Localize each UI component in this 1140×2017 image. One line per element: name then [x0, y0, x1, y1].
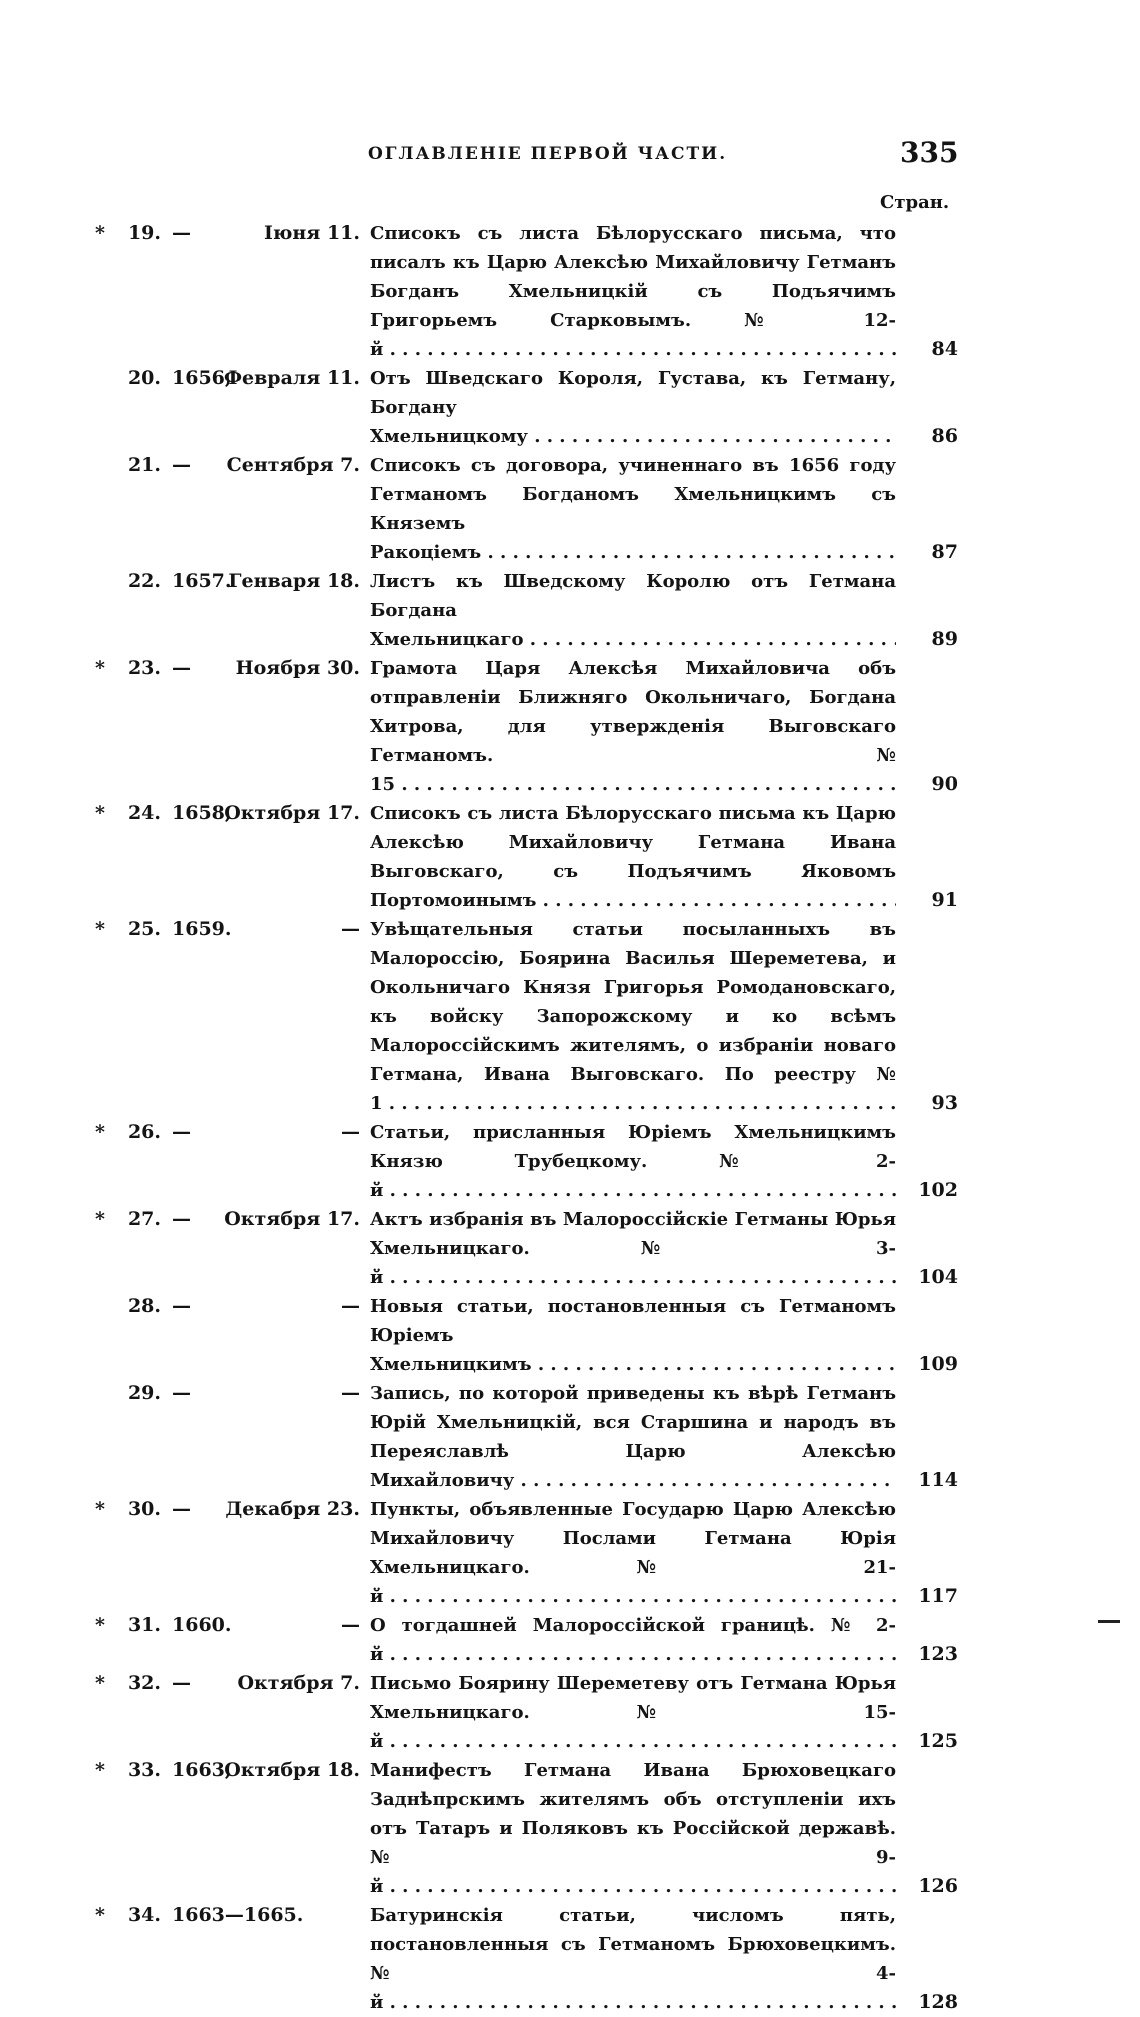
entry-description: Увѣщательныя статьи посыланныхъ въ Малороссію, Боярина Василья Шереметева, и Окольничаго Князя Григорья Ромодановскаго, къ войску Запорожскому и ко всѣмъ Малороссійскимъ жителямъ, о избраніи новаго Гетмана, Ивана Выговскаго. По реестру № 1 . . . — [370, 919, 896, 1114]
entry-description: О тогдашней Малороссійской границѣ. № 2-й . . . — [370, 1615, 896, 1665]
toc-entry — [0, 1756, 1140, 1901]
toc-entry — [0, 1205, 1140, 1292]
entry-number: 28. — [127, 1295, 161, 1317]
entry-number: 21. — [127, 454, 161, 476]
entry-page: 93 — [904, 1089, 958, 1118]
entry-year: — — [172, 1295, 191, 1317]
entry-mark: * — [95, 802, 105, 824]
entry-year: 1660. — [172, 1614, 232, 1636]
entry-number: 29. — [127, 1382, 161, 1404]
entry-date: Сентября 7. — [226, 454, 360, 476]
entry-year: 1663, — [172, 1759, 232, 1781]
page-number: 335 — [900, 136, 959, 169]
entry-date: Октября 17. — [224, 802, 360, 824]
entry-year: — — [172, 1208, 191, 1230]
entry-date: Октября 18. — [224, 1759, 360, 1781]
toc-entry — [0, 1495, 1140, 1611]
entry-number: 30. — [127, 1498, 161, 1520]
page-corner-mark — [1098, 1620, 1120, 1623]
entry-year: — — [172, 1121, 191, 1143]
entry-page: 123 — [904, 1640, 958, 1669]
entry-mark: * — [95, 1498, 105, 1520]
entry-mark: * — [95, 1121, 105, 1143]
entry-year: — — [172, 1498, 191, 1520]
entry-page: 102 — [904, 1176, 958, 1205]
entry-page: 117 — [904, 1582, 958, 1611]
entry-description: Грамота Царя Алексѣя Михайловича объ отправленіи Ближняго Окольничаго, Богдана Хитрова, для утвержденія Выговскаго Гетманомъ. № 15 . . . — [370, 658, 896, 795]
entry-number: 20. — [127, 367, 161, 389]
entry-mark: * — [95, 918, 105, 940]
toc-entry — [0, 451, 1140, 567]
toc-entry — [0, 654, 1140, 799]
entry-number: 24. — [127, 802, 161, 824]
entry-mark: * — [95, 1672, 105, 1694]
toc-entry — [0, 1669, 1140, 1756]
entry-description: Актъ избранія въ Малороссійскіе Гетманы Юрья Хмельницкаго. № 3-й . . . — [370, 1209, 896, 1288]
entry-description: Письмо Боярину Шереметеву отъ Гетмана Юрья Хмельницкаго. № 15-й . . . — [370, 1673, 896, 1752]
toc-entry — [0, 1379, 1140, 1495]
toc-entry — [0, 915, 1140, 1118]
entry-year: 1658, — [172, 802, 232, 824]
entry-description: Пункты, объявленные Государю Царю Алексѣю Михайловичу Послами Гетмана Юрія Хмельницкаго. № 21-й . . . — [370, 1499, 896, 1607]
entry-page: 109 — [904, 1350, 958, 1379]
entry-date: Декабря 23. — [225, 1498, 360, 1520]
entry-date: — — [341, 918, 360, 940]
entry-description: Батуринскія статьи, числомъ пять, постановленныя съ Гетманомъ Брюховецкимъ. № 4-й . . . — [370, 1905, 896, 2013]
entry-description: Новыя статьи, постановленныя съ Гетманомъ Юріемъ Хмельницкимъ . . . — [370, 1296, 896, 1375]
entry-mark: * — [95, 1614, 105, 1636]
entry-number: 25. — [127, 918, 161, 940]
toc-entry — [0, 1292, 1140, 1379]
entry-year: 1659. — [172, 918, 232, 940]
entry-date: — — [341, 1121, 360, 1143]
toc-entry — [0, 799, 1140, 915]
page-column-heading: Стран. — [880, 192, 950, 213]
entry-date: Октября 17. — [224, 1208, 360, 1230]
toc-entry — [0, 1901, 1140, 2017]
page-header-title: ОГЛАВЛЕНІЕ ПЕРВОЙ ЧАСТИ. — [368, 144, 728, 164]
entry-description: Запись, по которой приведены къ вѣрѣ Гетманъ Юрій Хмельницкій, вся Старшина и народъ въ Переяславлѣ Царю Алексѣю Михайловичу . . . — [370, 1383, 896, 1491]
entry-year: — — [172, 454, 191, 476]
table-of-contents — [0, 219, 1140, 2017]
entry-page: 126 — [904, 1872, 958, 1901]
entry-description: Списокъ съ листа Бѣлорусскаго письма къ Царю Алексѣю Михайловичу Гетмана Ивана Выговскаго, съ Подъячимъ Яковомъ Портомоинымъ . . . — [370, 803, 896, 911]
entry-year: — — [172, 1672, 191, 1694]
entry-year: — — [172, 222, 191, 244]
entry-number: 22. — [127, 570, 161, 592]
entry-date: — — [341, 1295, 360, 1317]
entry-page: 114 — [904, 1466, 958, 1495]
entry-number: 27. — [127, 1208, 161, 1230]
entry-page: 86 — [904, 422, 958, 451]
entry-page: 128 — [904, 1988, 958, 2017]
entry-description: Статьи, присланныя Юріемъ Хмельницкимъ Князю Трубецкому. № 2-й . . . — [370, 1122, 896, 1201]
entry-page: 87 — [904, 538, 958, 567]
entry-page: 90 — [904, 770, 958, 799]
entry-description: Отъ Шведскаго Короля, Густава, къ Гетману, Богдану Хмельницкому . . . — [370, 368, 896, 447]
entry-date: Октября 7. — [237, 1672, 360, 1694]
entry-date: — — [341, 1614, 360, 1636]
entry-mark: * — [95, 222, 105, 244]
entry-mark: * — [95, 1759, 105, 1781]
entry-number: 26. — [127, 1121, 161, 1143]
entry-number: 19. — [127, 222, 161, 244]
entry-year: 1663—1665. — [172, 1904, 304, 1926]
entry-date: Іюня 11. — [264, 222, 360, 244]
entry-number: 23. — [127, 657, 161, 679]
entry-year: — — [172, 1382, 191, 1404]
toc-entry — [0, 219, 1140, 364]
toc-entry — [0, 1611, 1140, 1669]
entry-page: 91 — [904, 886, 958, 915]
entry-description: Списокъ съ договора, учиненнаго въ 1656 году Гетманомъ Богданомъ Хмельницкимъ съ Княземъ Ракоціемъ . . . — [370, 455, 896, 563]
entry-date: — — [341, 1382, 360, 1404]
entry-number: 34. — [127, 1904, 161, 1926]
entry-page: 89 — [904, 625, 958, 654]
entry-year: 1657. — [172, 570, 232, 592]
toc-entry — [0, 364, 1140, 451]
entry-page: 84 — [904, 335, 958, 364]
entry-number: 32. — [127, 1672, 161, 1694]
entry-page: 104 — [904, 1263, 958, 1292]
entry-mark: * — [95, 657, 105, 679]
toc-entry — [0, 567, 1140, 654]
entry-description: Манифестъ Гетмана Ивана Брюховецкаго Заднѣпрскимъ жителямъ объ отступленіи ихъ отъ Татаръ и Поляковъ къ Россійской державѣ. № 9-й . . . — [370, 1760, 896, 1897]
toc-entry — [0, 1118, 1140, 1205]
entry-mark: * — [95, 1904, 105, 1926]
entry-date: Генваря 18. — [228, 570, 360, 592]
entry-date: Февраля 11. — [223, 367, 360, 389]
entry-number: 33. — [127, 1759, 161, 1781]
entry-page: 125 — [904, 1727, 958, 1756]
entry-description: Списокъ съ листа Бѣлорусскаго письма, что писалъ къ Царю Алексѣю Михайловичу Гетманъ Богданъ Хмельницкій съ Подъячимъ Григорьемъ Старковымъ. № 12-й . . . — [370, 223, 896, 360]
entry-description: Листъ къ Шведскому Королю отъ Гетмана Богдана Хмельницкаго . . . — [370, 571, 896, 650]
entry-mark: * — [95, 1208, 105, 1230]
entry-date: Ноября 30. — [235, 657, 360, 679]
entry-year: — — [172, 657, 191, 679]
entry-number: 31. — [127, 1614, 161, 1636]
entry-year: 1656, — [172, 367, 232, 389]
